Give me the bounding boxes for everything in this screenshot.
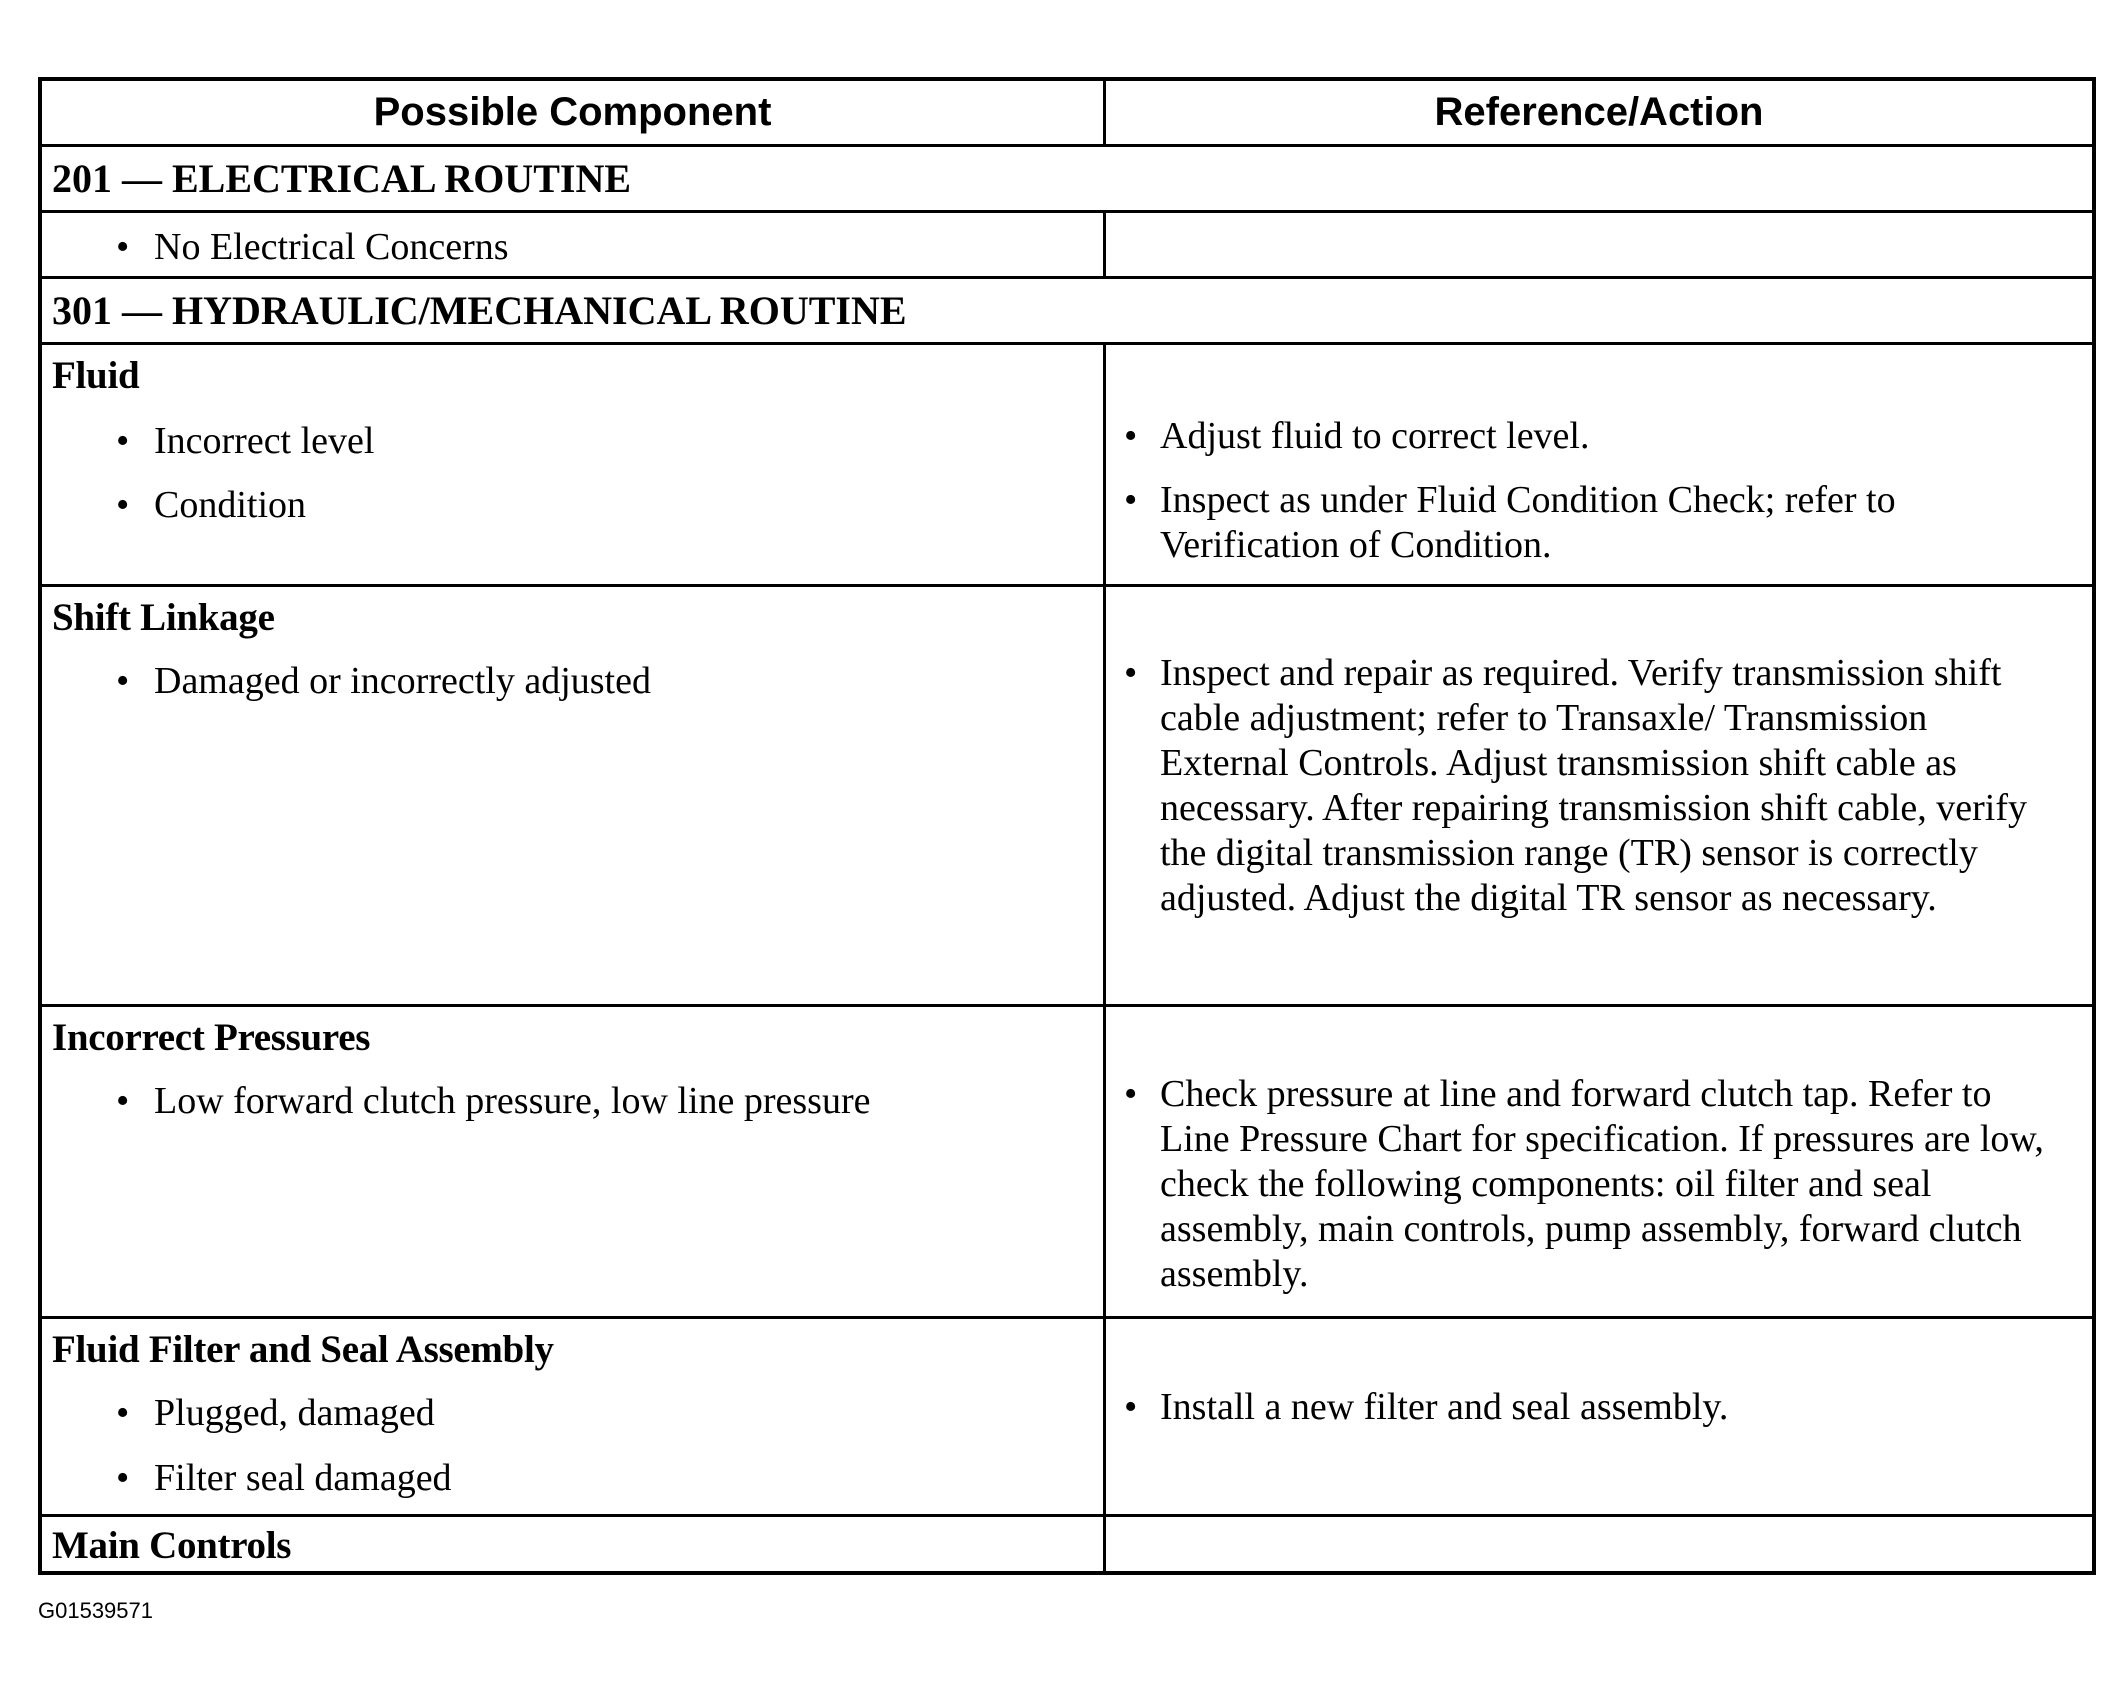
- section-row-electrical: [42, 147, 2092, 213]
- component-item: No Electrical Concerns: [154, 226, 509, 268]
- figure-id: G01539571: [38, 1598, 153, 1623]
- group-title: Shift Linkage: [52, 596, 275, 639]
- action-text: Inspect as under Fluid Condition Check; refer to Verification of Condition.: [1160, 479, 1896, 566]
- component-item: Damaged or incorrectly adjusted: [154, 660, 651, 702]
- bullet-icon: •: [1124, 415, 1138, 457]
- bullet-icon: •: [116, 1457, 130, 1499]
- section-title: 201 — ELECTRICAL ROUTINE: [52, 156, 632, 201]
- bullet-icon: •: [116, 1392, 130, 1434]
- bullet-icon: •: [1124, 652, 1138, 694]
- section-row-hydraulic: [42, 279, 2092, 345]
- bullet-icon: •: [116, 226, 130, 268]
- table-header-row: [42, 81, 2092, 147]
- column-header-action: Reference/Action: [1434, 90, 1764, 134]
- bullet-icon: •: [1124, 1073, 1138, 1115]
- action-text: Inspect and repair as required. Verify transmission shift cable adjustment; refer to Transaxle/ Transmission External Controls. Adjust transmission shift cable as necessary. After repairing transmission shift cable, verify the digital transmission range (TR) sensor is correctly adjusted. Adjust the digital TR sensor as necessary.: [1160, 652, 2028, 919]
- action-text: Check pressure at line and forward clutch tap. Refer to Line Pressure Chart for specification. If pressures are low, check the following components: oil filter and seal assembly, main controls, pump assembly, forward clutch assembly.: [1160, 1073, 2044, 1295]
- bullet-icon: •: [116, 1080, 130, 1122]
- component-item: Condition: [154, 484, 307, 526]
- bullet-icon: •: [1124, 1386, 1138, 1428]
- group-title: Fluid Filter and Seal Assembly: [52, 1328, 554, 1371]
- action-text: Install a new filter and seal assembly.: [1160, 1386, 1729, 1428]
- component-item: Incorrect level: [154, 420, 375, 462]
- action-text: Adjust fluid to correct level.: [1160, 415, 1590, 457]
- table-row-main-controls: [42, 1517, 2092, 1575]
- table-row: [42, 213, 2092, 279]
- column-header-component: Possible Component: [373, 90, 772, 134]
- section-title: 301 — HYDRAULIC/MECHANICAL ROUTINE: [52, 288, 907, 333]
- component-item: Low forward clutch pressure, low line pressure: [154, 1080, 871, 1122]
- bullet-icon: •: [1124, 479, 1138, 521]
- bullet-icon: •: [116, 420, 130, 462]
- group-title: Fluid: [52, 354, 140, 397]
- group-title: Main Controls: [52, 1524, 292, 1567]
- bullet-icon: •: [116, 484, 130, 526]
- component-item: Filter seal damaged: [154, 1457, 452, 1499]
- group-title: Incorrect Pressures: [52, 1016, 371, 1059]
- bullet-icon: •: [116, 660, 130, 702]
- component-item: Plugged, damaged: [154, 1392, 435, 1434]
